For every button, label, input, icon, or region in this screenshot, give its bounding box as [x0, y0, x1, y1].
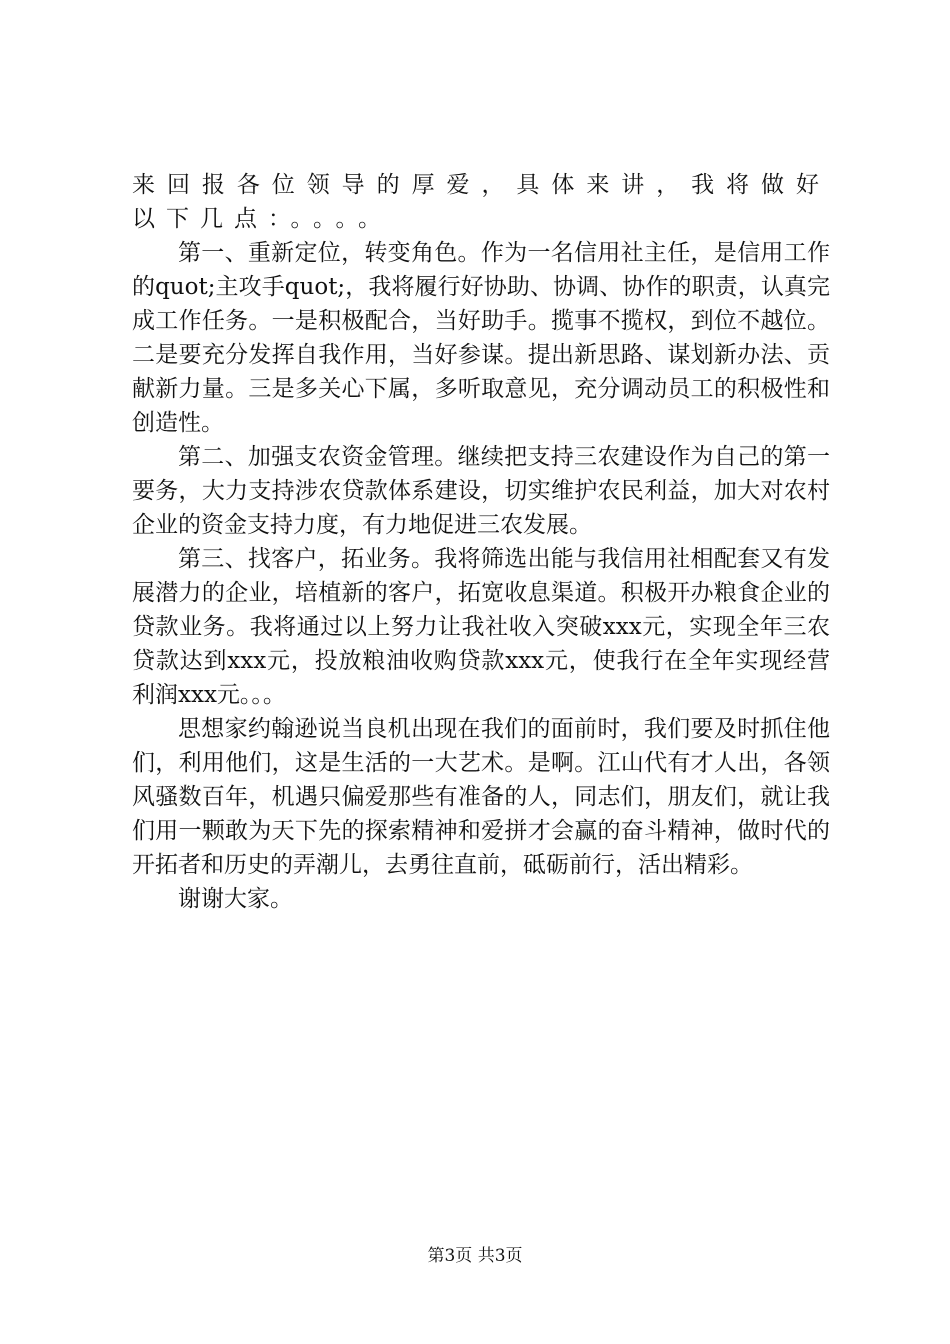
paragraph-first-point: 第一、重新定位，转变角色。作为一名信用社主任，是信用工作的quot;主攻手quot;，我将履行好协助、协调、协作的职责，认真完成工作任务。一是积极配合，当好助手。揽事不揽权，到位不越位。二是要充分发挥自我作用，当好参谋。提出新思路、谋划新办法、贡献新力量。三是多关心下属，多听取意见，充分调动员工的积极性和创造性。	[132, 240, 830, 436]
paragraph-thanks: 谢谢大家。	[178, 886, 293, 912]
paragraph-third-point: 第三、找客户，拓业务。我将筛选出能与我信用社相配套又有发展潜力的企业，培植新的客户，拓宽收息渠道。积极开办粮食企业的贷款业务。我将通过以上努力让我社收入突破xxx元，实现全年三农贷款达到xxx元，投放粮油收购贷款xxx元，使我行在全年实现经营利润xxx元。。。	[132, 546, 830, 708]
paragraph-second-point: 第二、加强支农资金管理。继续把支持三农建设作为自己的第一要务，大力支持涉农贷款体系建设，切实维护农民利益，加大对农村企业的资金支持力度，有力地促进三农发展。	[132, 444, 830, 538]
paragraph-closing-quote: 思想家约翰逊说当良机出现在我们的面前时，我们要及时抓住他们，利用他们，这是生活的一大艺术。是啊。江山代有才人出，各领风骚数百年，机遇只偏爱那些有准备的人，同志们，朋友们，就让我们用一颗敢为天下先的探索精神和爱拼才会赢的奋斗精神，做时代的开拓者和历史的弄潮儿，去勇往直前，砥砺前行，活出精彩。	[132, 716, 830, 878]
paragraph-continuation: 来回报各位领导的厚爱，具体来讲，我将做好以下几点：。。。。	[132, 172, 830, 232]
document-body	[132, 168, 830, 916]
page-footer: 第3页 共3页	[427, 1246, 523, 1266]
